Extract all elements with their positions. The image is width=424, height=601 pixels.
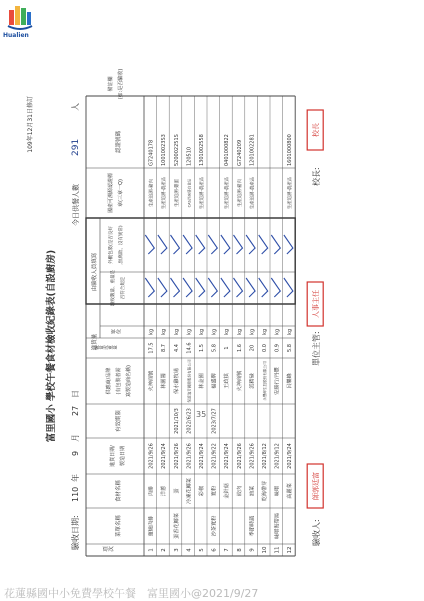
cell-supplier: 王政棋	[224, 373, 231, 389]
people-unit: 人	[71, 103, 80, 111]
cell-ingredient: 絞肉	[236, 485, 243, 497]
people-label: 今日供餐人數	[72, 184, 80, 226]
cell-cert: 生產追溯-農產品	[225, 176, 231, 210]
cell-qty: 1.5	[198, 344, 205, 352]
cell-supplier: 林園醬	[161, 373, 168, 389]
cell-cert-no: 120510	[186, 146, 193, 166]
cell-date: 2021/9/26	[186, 443, 193, 469]
cell-cert: 生產追溯-農產品	[199, 176, 205, 210]
cell-qty: 0.9	[274, 344, 281, 352]
date-month: 9	[71, 450, 80, 456]
cell-no: 4	[186, 548, 193, 552]
cell-no: 10	[261, 546, 268, 554]
cell-ingredient: 肉排	[148, 485, 155, 497]
header-check-package: 外觀包裝(是否良好	[109, 226, 114, 264]
header-delivery-date-2: 製造日期	[120, 445, 126, 467]
check-mark-icon	[234, 235, 243, 254]
cell-date: 2021/9/24	[161, 443, 168, 469]
cell-date: 2021/9/22	[211, 443, 218, 469]
cell-cert-no: G7240178	[148, 139, 155, 166]
header-cert-2: 章(三章一Q)	[118, 179, 124, 207]
date-year: 110	[71, 486, 80, 502]
cell-qty: 5.8	[211, 344, 218, 352]
date-year-unit: 年	[71, 474, 80, 482]
table-row	[221, 134, 230, 552]
header-cert-no: 認證號碼	[116, 130, 122, 154]
check-mark-icon	[171, 235, 180, 254]
cell-unit: kg	[161, 328, 168, 336]
cell-date: 2021/9/24	[287, 443, 294, 469]
cell-no: 3	[173, 548, 180, 552]
cell-supplier: 呂樂蜂	[287, 373, 294, 389]
cell-cert: 生產追溯-豬肉	[237, 179, 243, 207]
cell-cert: 生產追溯-雞蛋	[174, 179, 180, 207]
check-mark-icon	[259, 278, 268, 297]
header-expiry: 有效期限	[116, 409, 122, 433]
header-supplier: 供應商/品牌	[106, 367, 112, 395]
cell-date: 2021/9/24	[224, 443, 231, 469]
cell-unit: kg	[224, 328, 231, 336]
header-supplier-2: (有包裝者需	[116, 367, 122, 395]
header-check-package-2: ,無腐敗、沒有異常)	[119, 225, 124, 265]
cell-cert-no: G7240209	[236, 139, 243, 166]
cell-date: 2021/8/12	[261, 443, 268, 469]
check-mark-icon	[271, 278, 280, 297]
cell-cert-no: 0401000822	[224, 134, 231, 166]
cell-cert: 生產追溯-農產品	[288, 176, 294, 210]
cell-ingredient: 蛋	[173, 488, 180, 494]
check-mark-icon	[221, 278, 230, 297]
form-title: 富里國小 學校午餐食材檢收紀錄表(自設廚房)	[46, 249, 57, 443]
table-row	[183, 147, 192, 552]
cell-ingredient: 油菜	[249, 485, 256, 497]
cell-supplier: 林金園	[198, 373, 205, 389]
cell-no: 9	[249, 548, 256, 552]
check-mark-icon	[171, 278, 180, 297]
check-mark-icon	[196, 278, 205, 297]
cell-no: 7	[224, 548, 231, 552]
cell-date: 2021/9/26	[249, 443, 256, 469]
date-month-unit: 月	[71, 434, 80, 442]
header-qty: 數量或重量	[94, 345, 118, 351]
cell-unit: kg	[274, 328, 281, 336]
cell-supplier: 保證瑞芳國際股份有限公司	[187, 359, 192, 403]
cell-date: 2021/9/26	[148, 443, 155, 469]
cell-cert-no: 1201002281	[249, 134, 256, 166]
cell-expiry: 2022/6/23	[186, 408, 193, 434]
cell-supplier: 安勝行/丹豐	[274, 367, 281, 395]
cell-supplier: 保水雞牧場	[173, 368, 180, 394]
cell-expiry: 2021/10/3	[173, 408, 180, 434]
table-row	[234, 140, 243, 552]
header-dish: 菜單名稱	[116, 514, 122, 538]
cell-unit: kg	[211, 328, 218, 336]
table-row	[259, 235, 268, 554]
check-mark-icon	[196, 235, 205, 254]
cell-cert-no: 1301002558	[198, 134, 205, 166]
cell-date: 2021/9/26	[173, 443, 180, 469]
cell-ingredient: 味噌	[274, 485, 281, 497]
table-row	[171, 134, 180, 552]
table-row	[196, 134, 205, 552]
check-mark-icon	[145, 278, 154, 297]
logo-text: Hualien	[3, 32, 29, 39]
table-row	[158, 134, 167, 552]
cell-expiry: 2023/7/27	[211, 408, 218, 434]
inspection-box	[86, 218, 295, 304]
date-day-unit: 日	[71, 390, 80, 398]
check-mark-icon	[158, 278, 167, 297]
check-mark-icon	[271, 235, 280, 254]
cell-ingredient: 乾海帶芽	[261, 480, 268, 502]
check-mark-icon	[284, 235, 293, 254]
inspector-stamp-icon	[307, 464, 323, 508]
cell-unit: kg	[287, 328, 294, 336]
header-cert: 國產可溯源認證標	[108, 172, 114, 214]
svg-text:師郭廷富: 師郭廷富	[312, 472, 321, 500]
people-value: 291	[71, 138, 81, 156]
check-mark-icon	[158, 235, 167, 254]
header-ingredient: 食材名稱	[116, 479, 122, 503]
table-row	[284, 134, 293, 553]
cell-ingredient: 金針菇	[224, 483, 231, 499]
check-mark-icon	[246, 235, 255, 254]
cell-no: 1	[148, 548, 155, 552]
cell-qty: 4.4	[173, 344, 180, 352]
check-mark-icon	[183, 278, 192, 297]
cell-ingredient: 寬粉	[211, 485, 218, 497]
cell-date: 2021/9/12	[274, 443, 281, 469]
principal-label: 校長:	[312, 167, 322, 186]
table-row	[208, 235, 217, 552]
cell-qty: 8.7	[161, 344, 168, 352]
table-row	[271, 235, 280, 554]
watermark: 花蓮縣國中小免費學校午餐 富里國小@2021/9/27	[4, 587, 259, 600]
cell-supplier: 永豐餘生技股份有限公司	[262, 361, 267, 401]
svg-text:校長: 校長	[312, 123, 321, 137]
cell-qty: 0.0	[261, 344, 268, 352]
header-delivery-date: 進貨日期/	[110, 445, 116, 467]
cell-no: 6	[211, 548, 218, 552]
cell-cert: 生產追溯-農產品	[250, 176, 256, 210]
cell-qty: 1.6	[236, 344, 243, 352]
cell-qty: 5.8	[287, 344, 294, 352]
date-day: 27	[71, 405, 80, 416]
cell-date: 2021/9/26	[236, 443, 243, 469]
cell-dish: 沙茶寬粉	[211, 515, 218, 537]
header-supplier-3: 寫製造商名稱)	[126, 365, 132, 397]
check-mark-icon	[145, 235, 154, 254]
cell-cert-no: 10010023S3	[161, 134, 168, 166]
cell-date: 2021/9/24	[198, 443, 205, 469]
cell-supplier: 火神商號	[148, 370, 155, 392]
cell-unit: kg	[261, 328, 268, 336]
check-mark-icon	[259, 235, 268, 254]
cell-qty: 20	[249, 344, 256, 352]
check-mark-icon	[234, 278, 243, 297]
cell-dish: 蛋香花椰菜	[173, 513, 180, 539]
cell-dish: 薑燒肉排	[148, 515, 155, 537]
cell-unit: kg	[249, 328, 256, 336]
date-label: 驗收日期:	[71, 515, 80, 550]
cell-ingredient: 彩椒	[198, 485, 205, 497]
check-mark-icon	[221, 235, 230, 254]
cell-no: 2	[161, 548, 168, 552]
cell-ingredient: 冷凍花椰菜	[186, 478, 193, 504]
cell-ingredient: 洋蔥	[161, 485, 168, 497]
principal-stamp-icon	[307, 110, 323, 150]
cell-dish: 季節時蔬	[249, 515, 256, 537]
cell-dish: 味噌海帶湯	[274, 513, 281, 539]
cell-ingredient: 高麗菜	[287, 483, 294, 499]
check-mark-icon	[208, 278, 217, 297]
header-check-qty: 驗收數量、重量是	[111, 270, 116, 306]
inspector-label: 驗收人:	[312, 519, 322, 546]
revision-note: 109年12月31日修訂	[27, 96, 34, 153]
header-unit: 單位	[111, 329, 121, 335]
check-mark-icon	[183, 235, 192, 254]
cell-unit: kg	[236, 328, 243, 336]
check-mark-icon	[246, 278, 255, 297]
cell-no: 11	[274, 546, 281, 554]
school-stamp-icon	[307, 282, 323, 326]
header-remarks-2: (如:是否驗收)	[118, 68, 124, 100]
cell-no: 8	[236, 548, 243, 552]
cell-cert: CAS冷凍優良食品	[187, 178, 192, 208]
cell-supplier: 火神商號	[236, 370, 243, 392]
cell-qty: 14.6	[186, 342, 193, 354]
cell-unit: kg	[186, 328, 193, 336]
svg-text:人事主任: 人事主任	[312, 290, 321, 318]
cell-unit: kg	[198, 328, 205, 336]
cell-qty: 1	[224, 346, 231, 350]
header-remarks: 備註欄	[108, 76, 114, 92]
cell-no: 12	[287, 546, 294, 554]
table-row	[145, 140, 154, 552]
cell-no: 5	[198, 548, 205, 552]
cell-cert: 生產追溯-豬肉	[149, 179, 155, 207]
header-item-no: 項次	[102, 547, 114, 553]
check-mark-icon	[284, 278, 293, 297]
header-check-qty-2: 否符合規定	[121, 276, 126, 300]
cell-cert: 生產追溯-農產品	[162, 176, 168, 210]
cell-cert-no: 520002251S	[173, 134, 180, 166]
cell-qty: 17.5	[148, 342, 155, 354]
check-mark-icon	[208, 235, 217, 254]
cell-unit: kg	[148, 328, 155, 336]
table-row	[246, 134, 255, 552]
header-qty-group: 進貨量	[92, 333, 98, 351]
cell-supplier: 派精碌	[249, 373, 256, 389]
cell-unit: kg	[173, 328, 180, 336]
cell-cert-no: 1601000800	[287, 134, 294, 166]
page-number: 35	[196, 410, 207, 419]
header-inspection-group: 由驗收人員填寫	[92, 252, 98, 292]
cell-supplier: 福盛牌	[211, 373, 218, 389]
school-head-label: 單位主管:	[312, 331, 322, 366]
